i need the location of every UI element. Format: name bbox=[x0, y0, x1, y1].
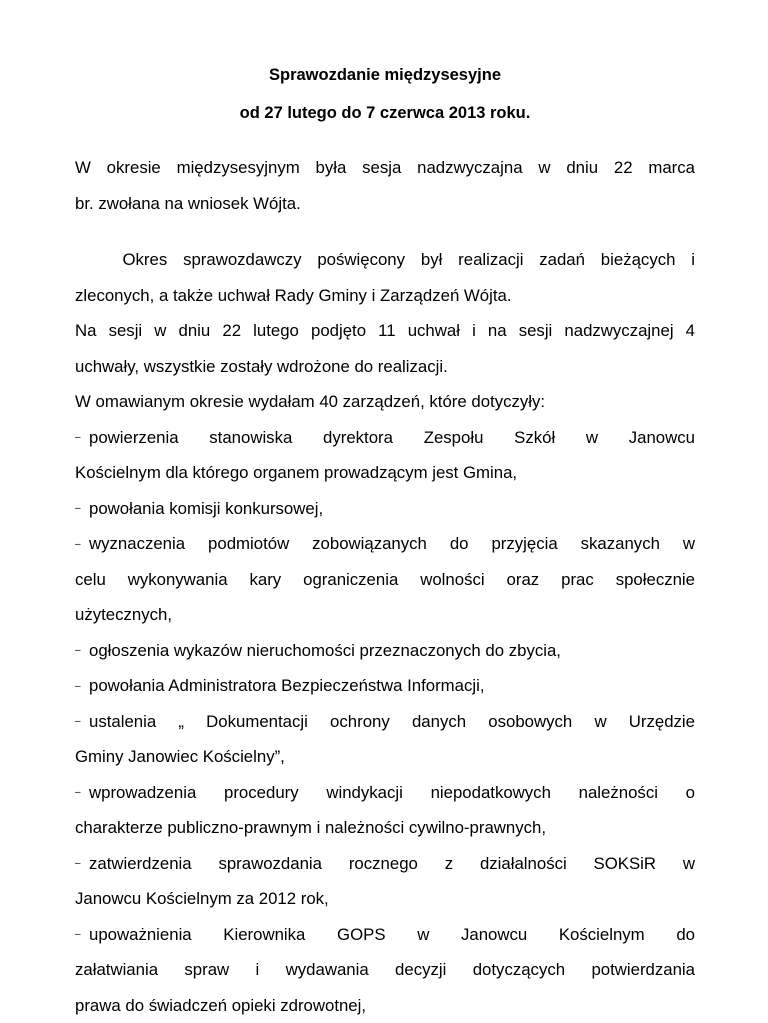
list-item-continuation: celu wykonywania kary ograniczenia wolności oraz prac społecznie bbox=[75, 562, 695, 598]
list-item-continuation: prawa do świadczeń opieki zdrowotnej, bbox=[75, 988, 695, 1023]
list-item bbox=[75, 846, 695, 882]
list-item-continuation: użytecznych, bbox=[75, 597, 695, 633]
dash-bullet: – bbox=[75, 669, 89, 705]
list-item-continuation: Gminy Janowiec Kościelny”, bbox=[75, 739, 695, 775]
intro-paragraph bbox=[75, 150, 695, 221]
list-item-text: wyznaczenia podmiotów zobowiązanych do przyjęcia skazanych w bbox=[89, 534, 695, 553]
list-item-continuation: Janowcu Kościelnym za 2012 rok, bbox=[75, 881, 695, 917]
dash-bullet: – bbox=[75, 775, 89, 811]
text-line: br. zwołana na wniosek Wójta. bbox=[75, 186, 695, 222]
document-title: Sprawozdanie międzysesyjne bbox=[75, 65, 695, 85]
text-line: W omawianym okresie wydałam 40 zarządzeń, które dotyczyły: bbox=[75, 384, 695, 420]
text-line: W okresie międzysesyjnym była sesja nadzwyczajna w dniu 22 marca bbox=[75, 150, 695, 186]
list-item-continuation: Kościelnym dla którego organem prowadzącym jest Gmina, bbox=[75, 455, 695, 491]
list-item bbox=[75, 775, 695, 811]
dash-bullet: – bbox=[75, 917, 89, 953]
list-item-continuation: charakterze publiczno-prawnym i należności cywilno-prawnych, bbox=[75, 810, 695, 846]
list-item-continuation: załatwiania spraw i wydawania decyzji dotyczących potwierdzania bbox=[75, 952, 695, 988]
list-item bbox=[75, 704, 695, 740]
list-item bbox=[75, 491, 695, 527]
ordinance-list bbox=[75, 420, 695, 1023]
dash-bullet: – bbox=[75, 420, 89, 456]
document-subtitle-dates: od 27 lutego do 7 czerwca 2013 roku. bbox=[75, 103, 695, 123]
list-item bbox=[75, 917, 695, 953]
list-item-text: powołania komisji konkursowej, bbox=[89, 499, 323, 518]
text-line: zleconych, a także uchwał Rady Gminy i Zarządzeń Wójta. bbox=[75, 278, 695, 314]
list-item bbox=[75, 526, 695, 562]
list-item bbox=[75, 420, 695, 456]
list-item-text: powierzenia stanowiska dyrektora Zespołu Szkół w Janowcu bbox=[89, 428, 695, 447]
dash-bullet: – bbox=[75, 846, 89, 882]
list-item bbox=[75, 668, 695, 704]
list-item-text: zatwierdzenia sprawozdania rocznego z działalności SOKSiR w bbox=[89, 854, 695, 873]
dash-bullet: – bbox=[75, 491, 89, 527]
text-line: Okres sprawozdawczy poświęcony był realizacji zadań bieżących i bbox=[75, 242, 695, 278]
dash-bullet: – bbox=[75, 633, 89, 669]
dash-bullet: – bbox=[75, 527, 89, 563]
list-item-text: upoważnienia Kierownika GOPS w Janowcu Kościelnym do bbox=[89, 925, 695, 944]
list-item-text: ogłoszenia wykazów nieruchomości przeznaczonych do zbycia, bbox=[89, 641, 561, 660]
text-line: uchwały, wszystkie zostały wdrożone do realizacji. bbox=[75, 349, 695, 385]
list-item-text: powołania Administratora Bezpieczeństwa Informacji, bbox=[89, 676, 484, 695]
dash-bullet: – bbox=[75, 704, 89, 740]
list-item bbox=[75, 633, 695, 669]
body-paragraph bbox=[75, 242, 695, 420]
list-item-text: ustalenia „ Dokumentacji ochrony danych osobowych w Urzędzie bbox=[89, 712, 695, 731]
list-item-text: wprowadzenia procedury windykacji niepodatkowych należności o bbox=[89, 783, 695, 802]
text-line: Na sesji w dniu 22 lutego podjęto 11 uchwał i na sesji nadzwyczajnej 4 bbox=[75, 313, 695, 349]
